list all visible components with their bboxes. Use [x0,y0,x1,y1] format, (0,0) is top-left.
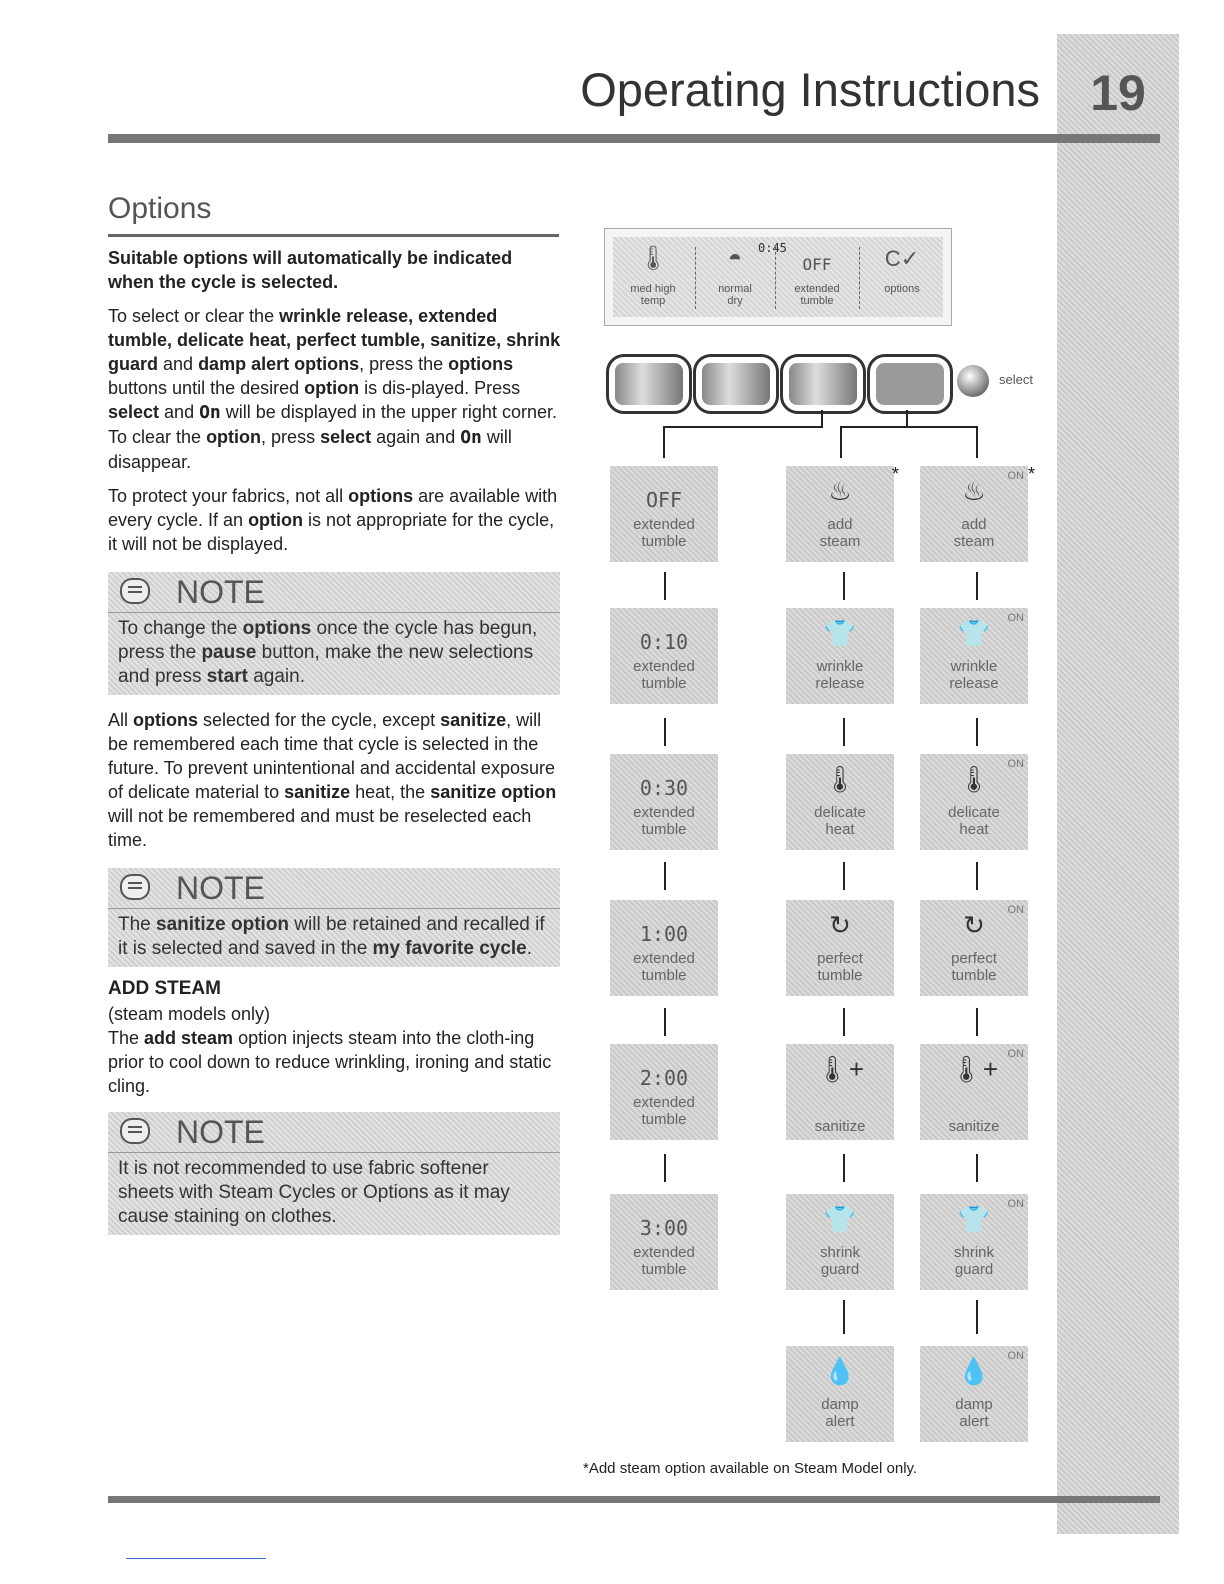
extended-tumble-0-30-tile: 0:30 extended tumble [610,754,718,850]
extended-tumble-3-00-tile: 3:00 extended tumble [610,1194,718,1290]
note-label: NOTE [176,870,265,906]
display-options: C✓ options [861,237,943,317]
asterisk-marker: * [1028,464,1036,484]
page-title: Operating Instructions [580,63,1040,116]
options-icon: C✓ [884,246,920,271]
damp-alert-tile: 💧 damp alert [786,1346,894,1442]
dry-button[interactable] [693,354,779,414]
damp-alert-on-tile: ON 💧 damp alert [920,1346,1028,1442]
asterisk-marker: * [892,464,900,484]
extended-tumble-0-10-tile: 0:10 extended tumble [610,608,718,704]
wrinkle-release-on-tile: ON 👕 wrinkle release [920,608,1028,704]
extended-tumble-off-tile: OFF extended tumble [610,466,718,562]
page-tab [1057,34,1179,1534]
delicate-heat-on-tile: ON 🌡 delicate heat [920,754,1028,850]
note-text: To change the options once the cycle has begun, press the pause button, make the new selections and press start again. [118,618,538,687]
section-title: Options [108,192,212,225]
intro-block [108,246,563,566]
note-icon [120,874,150,900]
tumble-icon: ↻ [829,910,851,940]
shrink-guard-on-tile: ON 👕 shrink guard [920,1194,1028,1290]
dryness-icon: ◓ [727,245,743,272]
tumble-icon: ↻ [963,910,985,940]
drop-icon: 💧 [957,1356,991,1386]
page-number: 19 [1090,65,1146,121]
perfect-tumble-on-tile: ON ↻ perfect tumble [920,900,1028,996]
display-extended: OFF extended tumble [794,255,840,307]
time-readout: 0:45 [758,241,787,255]
note-box-3 [108,1112,560,1235]
drop-icon: 💧 [823,1356,857,1386]
extended-tumble-button[interactable] [780,354,866,414]
control-display [604,228,952,326]
steam-icon: ♨ [828,476,852,506]
note-box-1 [108,572,560,695]
shirt-icon: 👕 [957,618,991,648]
add-steam-on-tile: ON ♨ add steam [920,466,1028,562]
sanitize-tile: 🌡+ sanitize [786,1044,894,1140]
note-icon [120,578,150,604]
display-dry: ◓ normal dry [697,237,773,317]
select-label: select [999,372,1033,387]
steam-icon: ♨ [962,476,986,506]
remember-paragraph: All options selected for the cycle, except sanitize, will be remembered each time that cycle is selected in the future. To prevent unintentional and accidental exposure of delicate material to sanitize heat, the sanitize option will not be remembered and must be reselected each time. [108,710,557,850]
temp-button[interactable] [606,354,692,414]
shirt-icon: 👕 [823,1204,857,1234]
intro-lead: Suitable options will automatically be indicated when the cycle is selected. [108,248,513,292]
thermometer-icon: 🌡 [823,764,857,794]
section-rule [108,234,559,237]
sanitize-icon: 🌡+ [815,1054,865,1084]
note-text: The sanitize option will be retained and recalled if it is selected and saved in the my favorite cycle. [118,914,545,959]
extended-tumble-2-00-tile: 2:00 extended tumble [610,1044,718,1140]
header-rule [108,134,1160,143]
add-steam-tile: ♨ add steam [786,466,894,562]
note-label: NOTE [176,1114,265,1150]
options-button[interactable] [867,354,953,414]
add-steam-heading: ADD STEAM [108,978,221,999]
intro-paragraph-2: To protect your fabrics, not all options are available with every cycle. If an option is not appropriate for the cycle, it will not be displayed. [108,486,558,554]
shirt-icon: 👕 [823,618,857,648]
note-icon [120,1118,150,1144]
wrinkle-release-tile: 👕 wrinkle release [786,608,894,704]
footnote: *Add steam option available on Steam Model only. [583,1460,918,1477]
sanitize-icon: 🌡+ [949,1054,999,1084]
note-text: It is not recommended to use fabric softener sheets with Steam Cycles or Options as it may cause staining on clothes. [118,1158,510,1227]
delicate-heat-tile: 🌡 delicate heat [786,754,894,850]
sanitize-on-tile: ON 🌡+ sanitize [920,1044,1028,1140]
add-steam-text: (steam models only) The add steam option injects steam into the cloth-ing prior to cool down to reduce wrinkling, ironing and static cling. [108,1004,552,1096]
note-label: NOTE [176,574,265,610]
shirt-icon: 👕 [957,1204,991,1234]
thermometer-icon: 🌡 [637,245,669,272]
perfect-tumble-tile: ↻ perfect tumble [786,900,894,996]
note-box-2 [108,868,560,967]
display-temp: 🌡 med high temp [613,237,693,317]
select-button[interactable] [957,365,989,397]
shrink-guard-tile: 👕 shrink guard [786,1194,894,1290]
footer-rule [108,1496,1160,1503]
bottom-link-underline [126,1558,266,1559]
extended-tumble-1-00-tile: 1:00 extended tumble [610,900,718,996]
intro-paragraph-1: To select or clear the wrinkle release, extended tumble, delicate heat, perfect tumble, sanitize, shrink guard and damp alert options, press the options buttons until the desired option is dis-played. Press select and On will be displayed in the upper right corner. To clear the option, press select again and On will disappear. [108,306,561,472]
thermometer-icon: 🌡 [957,764,991,794]
